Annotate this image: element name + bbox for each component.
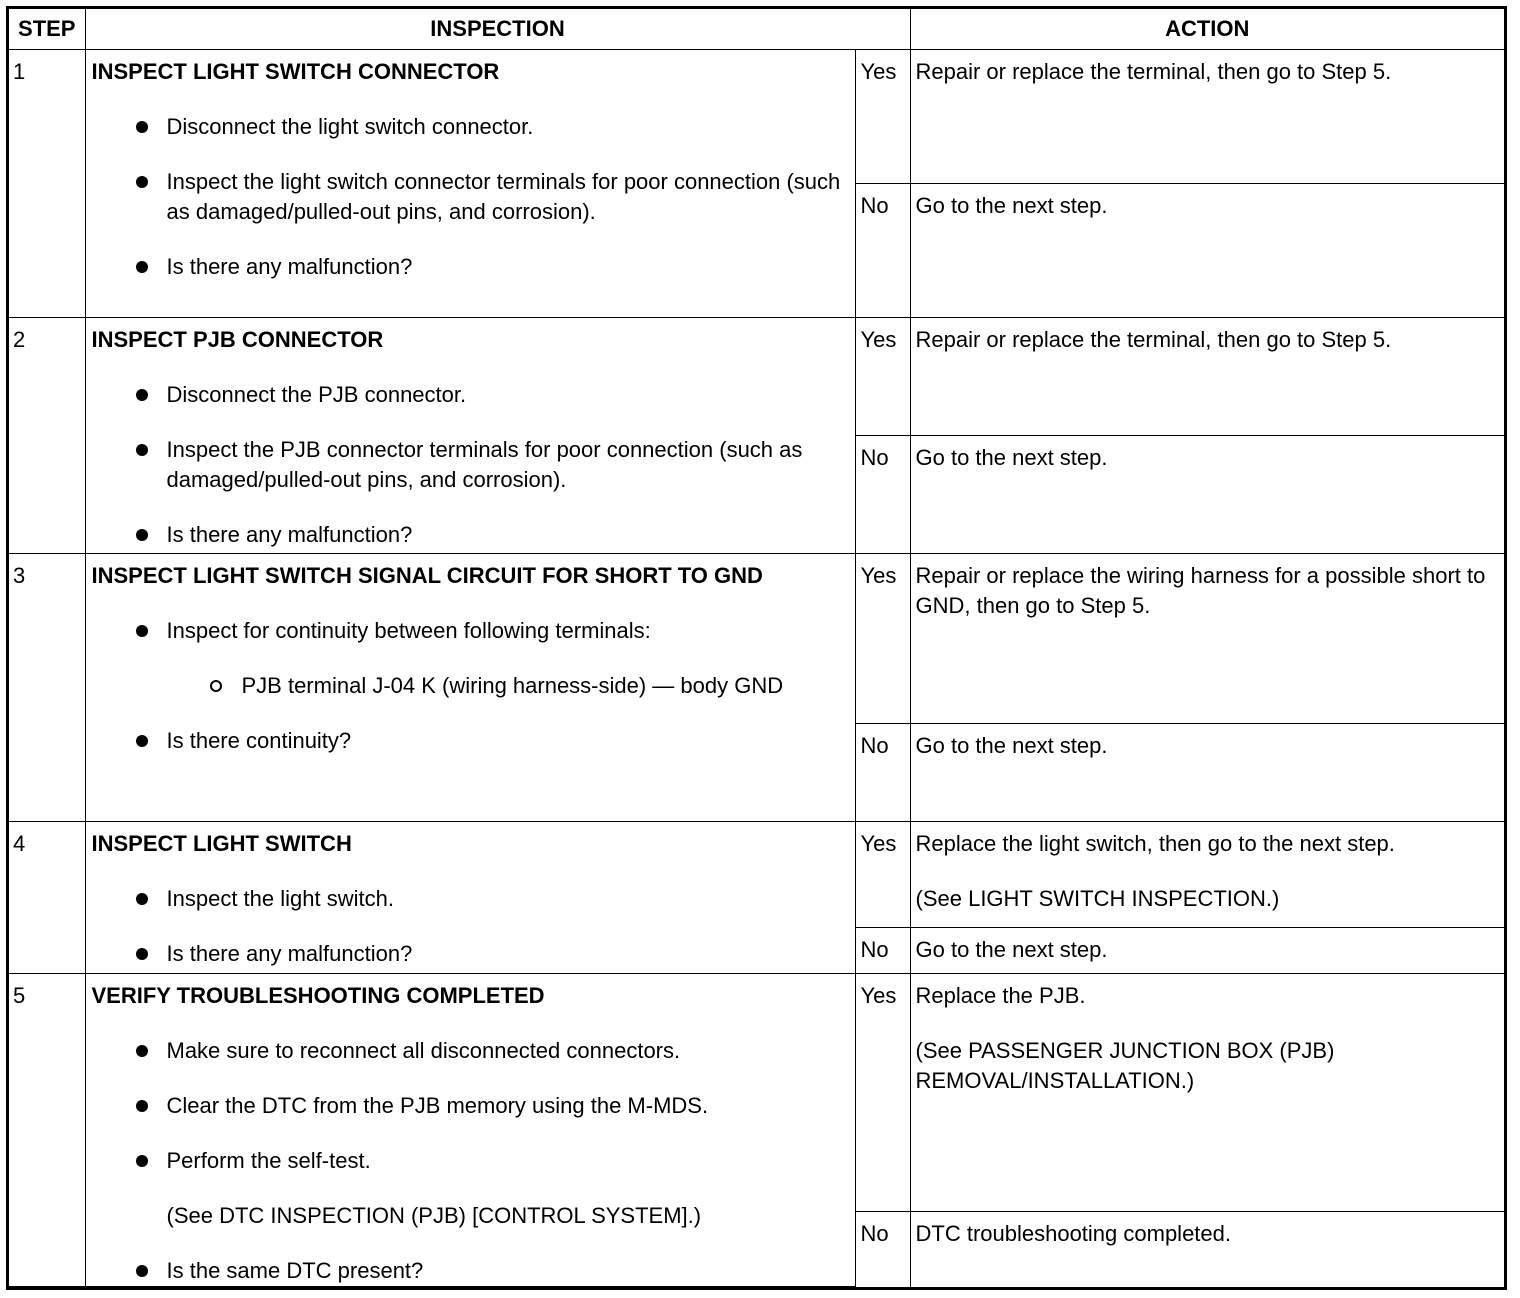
bullet-item: Is there any malfunction? xyxy=(92,520,849,550)
step-number: 4 xyxy=(9,821,85,973)
yes-action xyxy=(910,317,1504,435)
action-text: Repair or replace the terminal, then go to Step 5. xyxy=(915,58,1392,84)
no-label: No xyxy=(855,183,910,317)
yes-label: Yes xyxy=(855,317,910,435)
table-row xyxy=(9,553,1504,723)
bullet-item: Perform the self-test. xyxy=(92,1146,849,1176)
no-action xyxy=(910,435,1504,553)
bullet-item: Inspect the light switch connector terminals for poor connection (such as damaged/pulled-out pins, and corrosion). xyxy=(92,167,849,227)
no-action xyxy=(910,723,1504,821)
bullet-item: Is there any malfunction? xyxy=(92,252,849,282)
yes-action xyxy=(910,973,1504,1211)
action-text: Go to the next step. xyxy=(915,444,1108,470)
yes-action xyxy=(910,821,1504,927)
yes-action xyxy=(910,553,1504,723)
step-number: 5 xyxy=(9,973,85,1287)
action-text: Go to the next step. xyxy=(915,732,1108,758)
no-label: No xyxy=(855,435,910,553)
bullet-item: Inspect for continuity between following terminals: xyxy=(92,616,849,646)
step-title: VERIFY TROUBLESHOOTING COMPLETED xyxy=(91,982,545,1008)
action-text: Replace the light switch, then go to the next step. xyxy=(915,830,1395,856)
header-action: ACTION xyxy=(910,9,1504,49)
bullet-item: Is there continuity? xyxy=(92,726,849,756)
table-row xyxy=(9,973,1504,1211)
no-action xyxy=(910,927,1504,973)
no-action xyxy=(910,1211,1504,1287)
yes-label: Yes xyxy=(855,821,910,927)
yes-label: Yes xyxy=(855,553,910,723)
action-text: Go to the next step. xyxy=(915,192,1108,218)
action-text: Repair or replace the terminal, then go to Step 5. xyxy=(915,326,1392,352)
step-title: INSPECT PJB CONNECTOR xyxy=(91,326,384,352)
sub-bullet-item: PJB terminal J-04 K (wiring harness-side) — body GND xyxy=(92,671,849,701)
action-text: Replace the PJB. xyxy=(915,982,1086,1008)
action-reference: (See PASSENGER JUNCTION BOX (PJB) REMOVAL/INSTALLATION.) xyxy=(915,1037,1335,1093)
bullet-item: Inspect the PJB connector terminals for poor connection (such as damaged/pulled-out pins, and corrosion). xyxy=(92,435,849,495)
bullet-item: Inspect the light switch. xyxy=(92,884,849,914)
bullet-item: Clear the DTC from the PJB memory using the M-MDS. xyxy=(92,1091,849,1121)
no-label: No xyxy=(855,1211,910,1287)
reference-note: (See DTC INSPECTION (PJB) [CONTROL SYSTEM].) xyxy=(166,1202,702,1228)
inspection-cell xyxy=(85,973,855,1287)
bullet-item: Is there any malfunction? xyxy=(92,939,849,969)
bullet-item: Disconnect the PJB connector. xyxy=(92,380,849,410)
table-header-row xyxy=(9,9,1504,49)
inspection-cell xyxy=(85,49,855,317)
action-text: DTC troubleshooting completed. xyxy=(915,1220,1231,1246)
header-step: STEP xyxy=(9,9,85,49)
inspection-cell xyxy=(85,317,855,553)
step-number: 2 xyxy=(9,317,85,553)
step-title: INSPECT LIGHT SWITCH xyxy=(91,830,352,856)
step-title: INSPECT LIGHT SWITCH CONNECTOR xyxy=(91,58,500,84)
table-row xyxy=(9,49,1504,183)
step-number: 3 xyxy=(9,553,85,821)
bullet-item: Make sure to reconnect all disconnected connectors. xyxy=(92,1036,849,1066)
no-action xyxy=(910,183,1504,317)
yes-action xyxy=(910,49,1504,183)
no-label: No xyxy=(855,723,910,821)
inspection-cell xyxy=(85,821,855,973)
yes-label: Yes xyxy=(855,49,910,183)
troubleshooting-table xyxy=(6,6,1507,1290)
inspection-cell xyxy=(85,553,855,821)
no-label: No xyxy=(855,927,910,973)
step-number: 1 xyxy=(9,49,85,317)
header-inspection: INSPECTION xyxy=(85,9,910,49)
bullet-item: Disconnect the light switch connector. xyxy=(92,112,849,142)
action-text: Repair or replace the wiring harness for a possible short to GND, then go to Step 5. xyxy=(915,562,1486,618)
yes-label: Yes xyxy=(855,973,910,1211)
action-reference: (See LIGHT SWITCH INSPECTION.) xyxy=(915,885,1280,911)
bullet-item: Is the same DTC present? xyxy=(92,1256,849,1286)
table-row xyxy=(9,821,1504,927)
step-title: INSPECT LIGHT SWITCH SIGNAL CIRCUIT FOR SHORT TO GND xyxy=(91,562,763,588)
table-row xyxy=(9,317,1504,435)
action-text: Go to the next step. xyxy=(915,936,1108,962)
